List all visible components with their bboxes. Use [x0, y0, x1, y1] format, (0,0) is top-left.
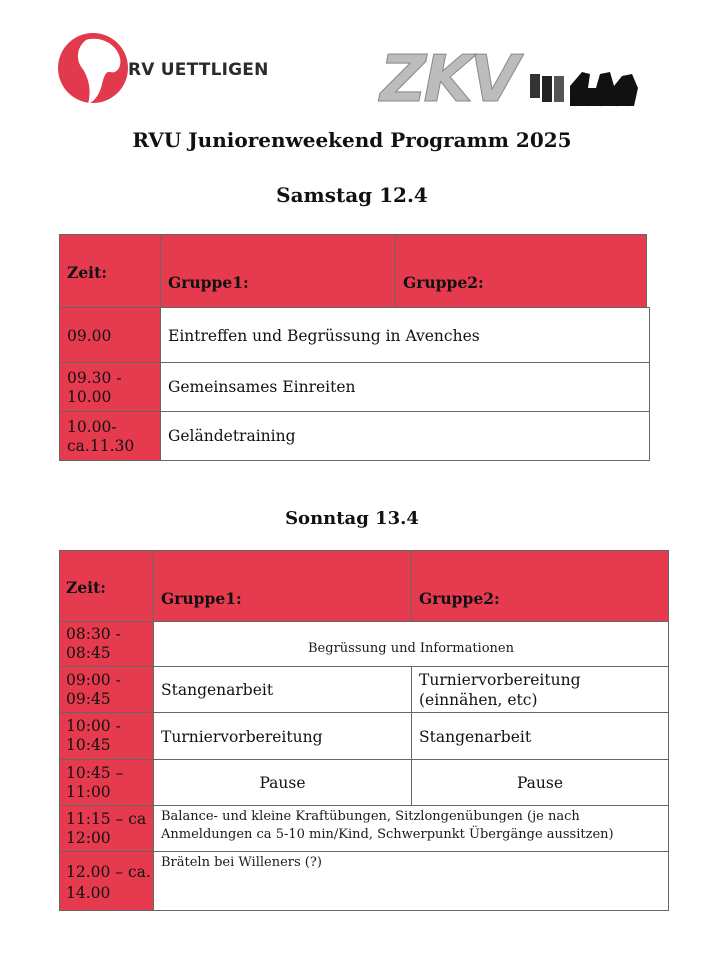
merged-activity-cell — [153, 621, 669, 667]
time-cell — [59, 621, 154, 667]
header-time-label: Zeit: — [66, 578, 106, 597]
document-title: RVU Juniorenweekend Programm 2025 — [132, 128, 572, 152]
header-group2-label: Gruppe2: — [419, 589, 500, 608]
zkv-logo — [380, 43, 640, 117]
merged-activity-cell — [153, 805, 669, 852]
group1-cell — [153, 666, 412, 713]
logo-text: RV UETTLIGEN — [128, 60, 269, 80]
activity-text: Gemeinsames Einreiten — [168, 378, 356, 396]
group1-cell — [153, 759, 412, 806]
header-group1-cell — [153, 550, 412, 622]
horse-head-icon — [58, 28, 128, 108]
activity-cell — [160, 307, 650, 363]
header-group2-cell — [411, 550, 669, 622]
time-cell — [59, 666, 154, 713]
group1-text: Stangenarbeit — [161, 681, 274, 699]
time-label: 11:15 – ca 12:00 — [66, 810, 147, 847]
header-group1-cell — [160, 234, 396, 308]
time-label: 09:00 - 09:45 — [66, 671, 121, 708]
header-time-cell — [59, 234, 161, 308]
activity-text: Bräteln bei Willeners (?) — [161, 855, 322, 870]
activity-text: Geländetraining — [168, 427, 296, 445]
time-cell — [59, 851, 154, 911]
rv-uettligen-logo — [58, 28, 269, 108]
activity-cell — [160, 411, 650, 461]
activity-text: Balance- und kleine Kraftübungen, Sitzlongenübungen (je nach Anmeldungen ca 5-10 min/Kind, Schwerpunkt Übergänge aussitzen) — [161, 809, 614, 842]
header-group1-label: Gruppe1: — [161, 589, 242, 608]
time-label: 09.00 — [67, 327, 112, 345]
time-label: 09.30 - 10.00 — [67, 369, 122, 406]
group2-text: Pause — [516, 774, 564, 792]
time-cell — [59, 411, 161, 461]
saturday-heading: Samstag 12.4 — [276, 183, 428, 207]
group1-text: Turniervorbereitung — [161, 728, 323, 746]
time-label: 10:45 – 11:00 — [66, 764, 124, 801]
time-label: 12.00 – ca. 14.00 — [66, 863, 151, 902]
time-label: 10:00 - 10:45 — [66, 717, 121, 754]
header-time-label: Zeit: — [67, 263, 107, 282]
header-group2-label: Gruppe2: — [403, 273, 484, 292]
time-label: 08:30 - 08:45 — [66, 625, 121, 662]
time-label: 10.00- ca.11.30 — [67, 418, 135, 455]
activity-text: Eintreffen und Begrüssung in Avenches — [168, 327, 480, 345]
group1-cell — [153, 712, 412, 760]
group1-text: Pause — [259, 774, 306, 792]
header-group1-label: Gruppe1: — [168, 273, 249, 292]
time-cell — [59, 805, 154, 852]
time-cell — [59, 759, 154, 806]
header-time-cell — [59, 550, 154, 622]
group2-text: Turniervorbereitung (einnähen, etc) — [419, 671, 581, 709]
time-cell — [59, 307, 161, 363]
horses-silhouette-icon — [530, 66, 640, 110]
merged-activity-cell — [153, 851, 669, 911]
group2-text: Stangenarbeit — [419, 728, 532, 746]
group2-cell — [411, 712, 669, 760]
activity-cell — [160, 362, 650, 412]
logo-text: ZKV — [380, 43, 517, 117]
group2-cell — [411, 759, 669, 806]
time-cell — [59, 362, 161, 412]
sunday-heading: Sonntag 13.4 — [285, 508, 419, 529]
activity-text: Begrüssung und Informationen — [308, 641, 514, 656]
group2-cell — [411, 666, 669, 713]
header-group2-cell — [395, 234, 647, 308]
time-cell — [59, 712, 154, 760]
